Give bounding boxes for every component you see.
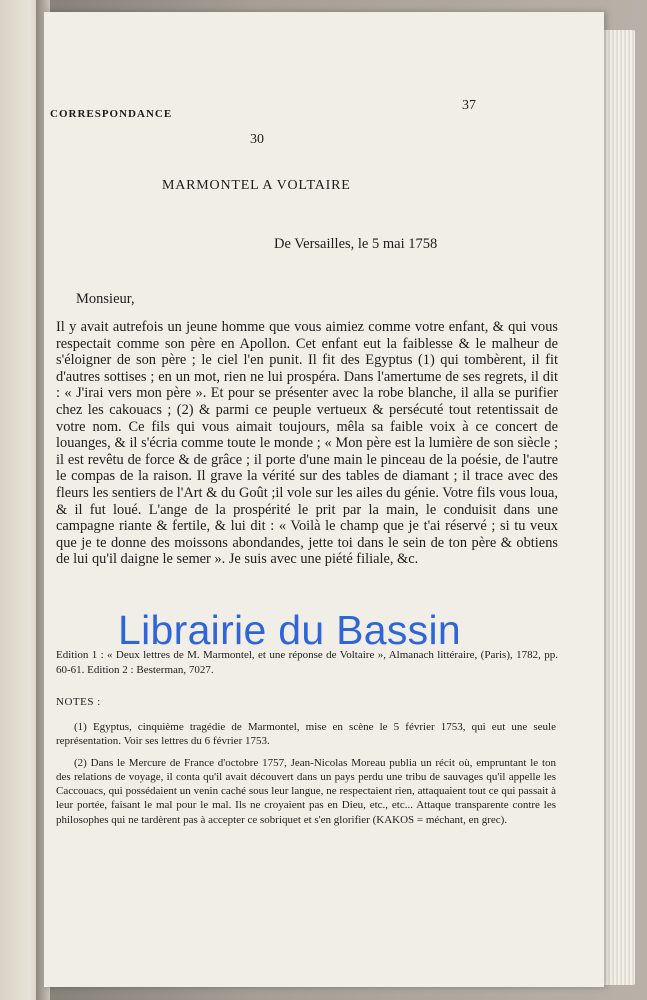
book-page [44, 12, 604, 987]
note-2: (2) Dans le Mercure de France d'octobre 1757, Jean-Nicolas Moreau publia un récit où, empruntant le ton des relations de voyage, il conta qu'il avait découvert dans un pays perdu une tribu de sauvages qu'il appelle les Caccouacs, qui possédaient un venin caché sous leur langue, ne respectaient rien, attaquaient tout ce qui passait à leur portée, faisant le mal pour le mal. Ils ne croyaient pas en Dieu, etc., etc... Attaque transparente contre les philosophes qui ne tardèrent pas à accepter ce sobriquet et s'en glorifier (KAKOS = méchant, en grec). [56, 756, 556, 826]
edition-reference: Edition 1 : « Deux lettres de M. Marmontel, et une réponse de Voltaire », Almanach littéraire, (Paris), 1782, pp. 60-61. Edition 2 : Besterman, 7027. [56, 649, 558, 676]
letter-date: De Versailles, le 5 mai 1758 [274, 236, 438, 252]
letter-paragraph: Il y avait autrefois un jeune homme que vous aimiez comme votre enfant, & qui vous respectait comme son père en Apollon. Cet enfant eut la faiblesse & le malheur de s'éloigner de son père ; le ciel l'en punit. Il fit des Egyptus (1) qui tombèrent, il fit d'autres sottises ; en un mot, rien ne lui prospéra. Dans l'amertume de ses regrets, il dit : « J'irai vers mon père ». Et pour se présenter avec la robe blanche, il alla se purifier chez les cakouacs ; (2) & parmi ce peuple vertueux & persécuté tout retentissait de votre nom. Ce fils qui vous aimait toujours, mêla sa faible voix à ce concert de louanges, & il s'écria comme toute le monde ; « Mon père est la lumière de son siècle ; il est revêtu de force & de grâce ; il porte d'une main le pinceau de la poésie, de l'autre le compas de la raison. Il grave la vérité sur des tables de diamant ; il trace avec des fleurs les sentiers de l'Art & du Goût ;il vole sur les ailes du génie. Votre fils vous loua, & il fut loué. L'ange de la prospérité le prit par la main, le conduisit dans une campagne riante & fertile, & lui dit : « Voilà le champ que je t'ai réservé ; si tu veux que je te donne des moissons abondandes, jette toi dans le sein de ton père & obtiens de lui qu'il daigne le semer ». Je suis avec une piété filiale, &c. [56, 319, 558, 568]
letter-number: 30 [250, 132, 264, 147]
notes-heading: NOTES : [56, 696, 101, 708]
note-1: (1) Egyptus, cinquième tragédie de Marmontel, mise en scène le 5 février 1753, qui eut une seule représentation. Voir ses lettres du 6 février 1753. [56, 721, 556, 748]
salutation: Monsieur, [76, 291, 135, 307]
notes-section [56, 720, 556, 834]
watermark-text: Librairie du Bassin [118, 607, 461, 653]
letter-body [56, 319, 558, 568]
letter-title: MARMONTEL A VOLTAIRE [162, 178, 351, 193]
page-number: 37 [462, 98, 476, 113]
running-head: CORRESPONDANCE [50, 108, 173, 120]
